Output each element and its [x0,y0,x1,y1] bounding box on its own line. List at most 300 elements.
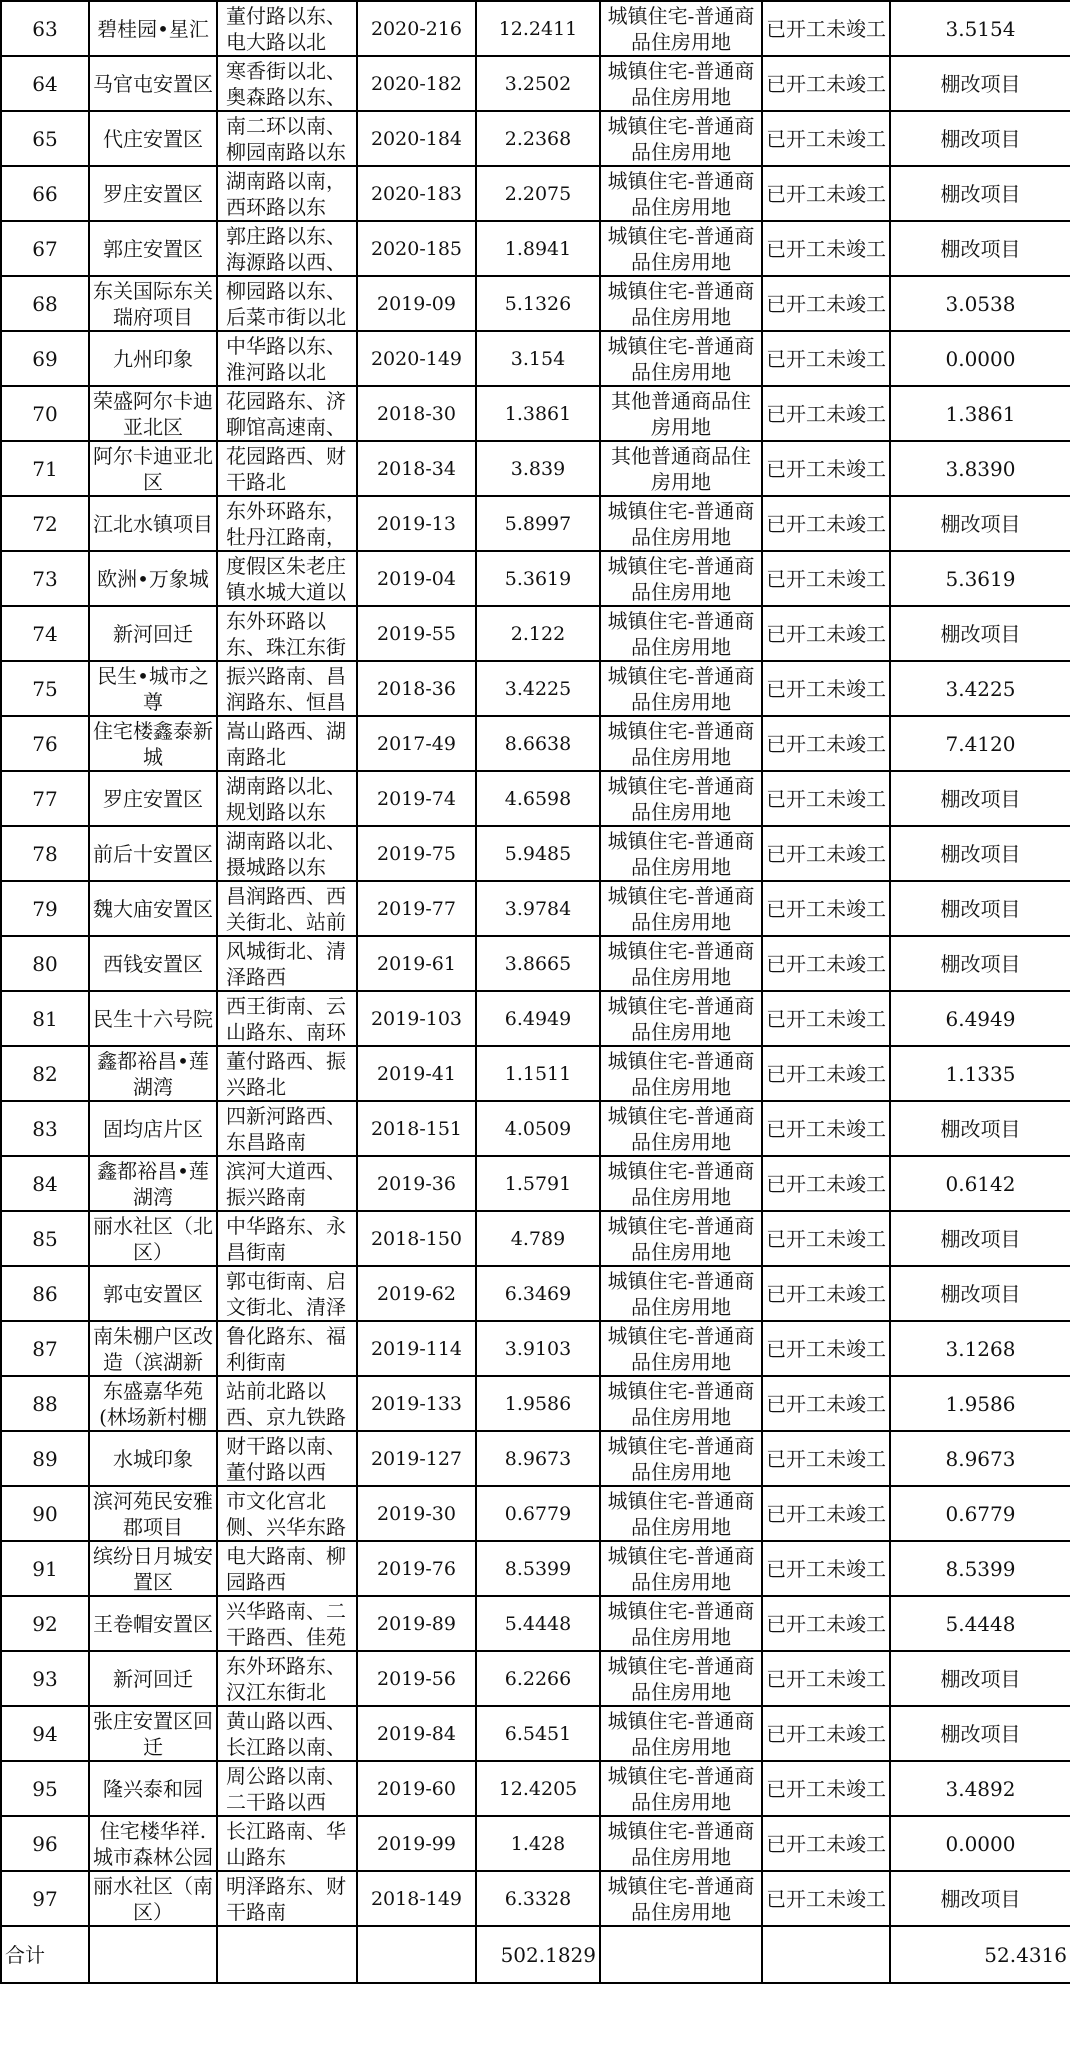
location-text: 东外环路以东、珠江东街 [226,608,346,659]
cell-land-use [600,826,762,881]
cell-location [217,551,357,606]
remark-text: 棚改项目 [940,236,1021,261]
cell-parcel-code [357,1706,476,1761]
cell-parcel-code [357,441,476,496]
remark-text: 0.6142 [945,1171,1016,1196]
cell-area-value [476,1046,600,1101]
total-remark: 52.4316 [890,1926,1070,1983]
cell-construction-status [762,386,890,441]
table-row [1,991,1070,1046]
cell-remark [890,1046,1070,1101]
cell-land-use [600,496,762,551]
cell-construction-status [762,276,890,331]
land-use-text: 城镇住宅-普通商品住房用地 [607,1433,755,1484]
cell-remark [890,1706,1070,1761]
parcel-code-text: 2018-30 [377,402,456,425]
cell-row-number [1,1651,89,1706]
construction-status-text: 已开工未竣工 [766,1886,886,1911]
area-value-text: 3.8665 [504,952,572,975]
project-name-text: 新河回迁 [113,1666,193,1691]
table-row [1,881,1070,936]
location-text: 寒香街以北、奥森路以东、 [226,58,346,109]
cell-parcel-code [357,661,476,716]
cell-project-name [89,1046,217,1101]
area-value-text: 6.3469 [504,1282,572,1305]
cell-construction-status [762,1761,890,1816]
construction-status-text: 已开工未竣工 [766,1281,886,1306]
parcel-code-text: 2019-09 [377,292,456,315]
cell-area-value [476,1486,600,1541]
cell-remark [890,276,1070,331]
location-text: 电大路南、柳园路西 [226,1543,346,1594]
project-name-text: 九州印象 [113,346,193,371]
cell-row-number [1,1156,89,1211]
cell-area-value [476,56,600,111]
construction-status-text: 已开工未竣工 [766,401,886,426]
cell-land-use [600,111,762,166]
area-value-text: 3.4225 [504,677,572,700]
project-name-text: 水城印象 [113,1446,193,1471]
cell-remark [890,331,1070,386]
cell-construction-status [762,221,890,276]
land-use-text: 其他普通商品住房用地 [611,443,751,494]
cell-area-value [476,881,600,936]
cell-land-use [600,936,762,991]
project-name-text: 碧桂园•星汇 [97,16,209,41]
row-number-text: 76 [32,731,58,756]
cell-project-name [89,1706,217,1761]
cell-row-number [1,1266,89,1321]
construction-status-text: 已开工未竣工 [766,1226,886,1251]
cell-remark [890,991,1070,1046]
remark-text: 棚改项目 [940,1666,1021,1691]
row-number-text: 83 [32,1116,58,1141]
land-use-text: 城镇住宅-普通商品住房用地 [607,1323,755,1374]
project-name-text: 缤纷日月城安置区 [93,1543,213,1594]
land-use-text: 城镇住宅-普通商品住房用地 [607,553,755,604]
cell-land-use [600,991,762,1046]
row-number-text: 88 [32,1391,58,1416]
cell-project-name [89,661,217,716]
remark-text: 6.4949 [945,1006,1016,1031]
cell-remark [890,56,1070,111]
cell-project-name [89,386,217,441]
cell-location [217,1761,357,1816]
parcel-code-text: 2019-60 [377,1777,456,1800]
cell-project-name [89,111,217,166]
cell-parcel-code [357,386,476,441]
row-number-text: 75 [32,676,58,701]
cell-area-value [476,1101,600,1156]
cell-location [217,111,357,166]
row-number-text: 69 [32,346,58,371]
row-number-text: 73 [32,566,58,591]
construction-status-text: 已开工未竣工 [766,1556,886,1581]
cell-area-value [476,1,600,56]
cell-row-number [1,276,89,331]
area-value-text: 3.9103 [504,1337,572,1360]
construction-status-text: 已开工未竣工 [766,621,886,646]
cell-project-name [89,1211,217,1266]
cell-location [217,1486,357,1541]
location-text: 湖南路以北、摄城路以东 [226,828,346,879]
area-value-text: 2.2368 [504,127,572,150]
table-row [1,1156,1070,1211]
area-value-text: 5.1326 [504,292,572,315]
cell-area-value [476,1321,600,1376]
cell-area-value [476,771,600,826]
land-use-text: 城镇住宅-普通商品住房用地 [607,498,755,549]
table-row [1,826,1070,881]
cell-construction-status [762,1651,890,1706]
cell-project-name [89,1596,217,1651]
parcel-code-text: 2020-184 [370,127,463,150]
cell-land-use [600,1321,762,1376]
cell-area-value [476,221,600,276]
parcel-code-text: 2019-77 [377,897,456,920]
cell-remark [890,826,1070,881]
parcel-code-text: 2019-61 [377,952,456,975]
row-number-text: 77 [32,786,58,811]
land-use-text: 城镇住宅-普通商品住房用地 [607,1378,755,1429]
row-number-text: 94 [32,1721,58,1746]
row-number-text: 78 [32,841,58,866]
cell-row-number [1,1706,89,1761]
cell-parcel-code [357,496,476,551]
cell-land-use [600,56,762,111]
land-use-text: 城镇住宅-普通商品住房用地 [607,663,755,714]
cell-remark [890,1156,1070,1211]
cell-location [217,1101,357,1156]
construction-status-text: 已开工未竣工 [766,1446,886,1471]
cell-location [217,881,357,936]
parcel-code-text: 2019-127 [370,1447,463,1470]
cell-land-use [600,1156,762,1211]
parcel-code-text: 2019-55 [377,622,456,645]
remark-text: 3.4225 [945,676,1016,701]
cell-area-value [476,276,600,331]
row-number-text: 63 [32,16,58,41]
area-value-text: 1.428 [510,1832,566,1855]
construction-status-text: 已开工未竣工 [766,126,886,151]
cell-remark [890,1431,1070,1486]
construction-status-text: 已开工未竣工 [766,1611,886,1636]
remark-text: 1.9586 [945,1391,1016,1416]
parcel-code-text: 2018-36 [377,677,456,700]
row-number-text: 92 [32,1611,58,1636]
cell-location [217,1211,357,1266]
cell-land-use [600,1596,762,1651]
cell-row-number [1,1376,89,1431]
location-text: 市文化宫北侧、兴华东路 [226,1488,346,1539]
cell-construction-status [762,331,890,386]
cell-remark [890,1266,1070,1321]
cell-row-number [1,1046,89,1101]
cell-location [217,166,357,221]
location-text: 嵩山路西、湖南路北 [226,718,346,769]
remark-text: 棚改项目 [940,1226,1021,1251]
remark-text: 棚改项目 [940,786,1021,811]
cell-location [217,441,357,496]
cell-area-value [476,1596,600,1651]
cell-remark [890,1211,1070,1266]
cell-row-number [1,166,89,221]
cell-row-number [1,1321,89,1376]
cell-parcel-code [357,221,476,276]
construction-status-text: 已开工未竣工 [766,1116,886,1141]
project-name-text: 欧洲•万象城 [97,566,209,591]
land-use-text: 城镇住宅-普通商品住房用地 [607,223,755,274]
project-name-text: 滨河苑民安雅郡项目 [93,1488,213,1539]
land-use-text: 其他普通商品住房用地 [611,388,751,439]
table-row [1,1486,1070,1541]
remark-text: 棚改项目 [940,1281,1021,1306]
construction-status-text: 已开工未竣工 [766,71,886,96]
project-name-text: 罗庄安置区 [103,786,203,811]
location-text: 郭庄路以东、海源路以西、 [226,223,346,274]
cell-construction-status [762,111,890,166]
cell-row-number [1,991,89,1046]
area-value-text: 4.789 [510,1227,566,1250]
parcel-code-text: 2019-30 [377,1502,456,1525]
cell-project-name [89,936,217,991]
area-value-text: 6.4949 [504,1007,572,1030]
cell-row-number [1,826,89,881]
row-number-text: 86 [32,1281,58,1306]
cell-land-use [600,606,762,661]
cell-parcel-code [357,1266,476,1321]
area-value-text: 6.5451 [504,1722,572,1745]
row-number-text: 74 [32,621,58,646]
cell-project-name [89,496,217,551]
table-row [1,1266,1070,1321]
table-row [1,1046,1070,1101]
project-name-text: 荣盛阿尔卡迪亚北区 [93,388,213,439]
cell-construction-status [762,1816,890,1871]
land-use-text: 城镇住宅-普通商品住房用地 [607,1818,755,1869]
empty-cell [762,1926,890,1983]
cell-project-name [89,826,217,881]
remark-text: 1.1335 [945,1061,1016,1086]
land-use-text: 城镇住宅-普通商品住房用地 [607,883,755,934]
cell-construction-status [762,826,890,881]
construction-status-text: 已开工未竣工 [766,346,886,371]
parcel-code-text: 2019-62 [377,1282,456,1305]
parcel-code-text: 2018-150 [370,1227,463,1250]
cell-row-number [1,606,89,661]
area-value-text: 4.0509 [504,1117,572,1140]
land-use-text: 城镇住宅-普通商品住房用地 [607,1708,755,1759]
cell-remark [890,221,1070,276]
row-number-text: 72 [32,511,58,536]
table-row [1,1321,1070,1376]
cell-parcel-code [357,716,476,771]
cell-remark [890,111,1070,166]
location-text: 振兴路南、昌润路东、恒昌 [226,663,346,714]
location-text: 南二环以南、柳园南路以东 [226,113,346,164]
parcel-code-text: 2019-41 [377,1062,456,1085]
cell-parcel-code [357,606,476,661]
remark-text: 3.8390 [945,456,1016,481]
construction-status-text: 已开工未竣工 [766,1006,886,1031]
cell-area-value [476,661,600,716]
cell-project-name [89,1266,217,1321]
row-number-text: 93 [32,1666,58,1691]
cell-row-number [1,551,89,606]
cell-location [217,1156,357,1211]
row-number-text: 67 [32,236,58,261]
parcel-code-text: 2019-76 [377,1557,456,1580]
table-row [1,1651,1070,1706]
cell-parcel-code [357,826,476,881]
area-value-text: 1.9586 [504,1392,572,1415]
cell-project-name [89,1156,217,1211]
construction-status-text: 已开工未竣工 [766,566,886,591]
cell-project-name [89,1816,217,1871]
remark-text: 3.1268 [945,1336,1016,1361]
cell-area-value [476,1156,600,1211]
cell-location [217,936,357,991]
location-text: 鲁化路东、福利街南 [226,1323,346,1374]
parcel-code-text: 2019-56 [377,1667,456,1690]
cell-parcel-code [357,1596,476,1651]
cell-land-use [600,1266,762,1321]
cell-remark [890,1651,1070,1706]
area-value-text: 5.3619 [504,567,572,590]
project-name-text: 南朱棚户区改造（滨湖新 [93,1323,213,1374]
cell-row-number [1,1,89,56]
land-use-text: 城镇住宅-普通商品住房用地 [607,1543,755,1594]
construction-status-text: 已开工未竣工 [766,16,886,41]
cell-parcel-code [357,771,476,826]
remark-text: 棚改项目 [940,621,1021,646]
parcel-code-text: 2019-04 [377,567,456,590]
land-use-text: 城镇住宅-普通商品住房用地 [607,1268,755,1319]
project-name-text: 丽水社区（南区） [93,1873,213,1924]
table-row [1,1211,1070,1266]
cell-construction-status [762,551,890,606]
cell-parcel-code [357,1,476,56]
cell-parcel-code [357,1211,476,1266]
parcel-code-text: 2020-149 [370,347,463,370]
cell-area-value [476,991,600,1046]
cell-area-value [476,386,600,441]
project-name-text: 代庄安置区 [103,126,203,151]
cell-parcel-code [357,1761,476,1816]
cell-land-use [600,166,762,221]
cell-location [217,1596,357,1651]
area-value-text: 8.9673 [504,1447,572,1470]
cell-project-name [89,441,217,496]
empty-cell [89,1926,217,1983]
cell-area-value [476,1651,600,1706]
construction-status-text: 已开工未竣工 [766,1391,886,1416]
cell-land-use [600,716,762,771]
project-name-text: 罗庄安置区 [103,181,203,206]
row-number-text: 81 [32,1006,58,1031]
cell-construction-status [762,56,890,111]
cell-construction-status [762,441,890,496]
cell-location [217,496,357,551]
project-name-text: 住宅楼华祥.城市森林公园 [93,1818,213,1869]
project-name-text: 前后十安置区 [93,841,213,866]
cell-parcel-code [357,1541,476,1596]
remark-text: 棚改项目 [940,71,1021,96]
cell-construction-status [762,1871,890,1926]
row-number-text: 95 [32,1776,58,1801]
table-row [1,1871,1070,1926]
total-row [1,1926,1070,1983]
cell-location [217,1541,357,1596]
cell-land-use [600,1651,762,1706]
cell-location [217,331,357,386]
project-name-text: 民生十六号院 [93,1006,213,1031]
cell-project-name [89,1651,217,1706]
cell-area-value [476,1706,600,1761]
cell-location [217,1266,357,1321]
project-name-text: 马官屯安置区 [93,71,213,96]
cell-parcel-code [357,1486,476,1541]
construction-status-text: 已开工未竣工 [766,1061,886,1086]
cell-land-use [600,1101,762,1156]
project-name-text: 新河回迁 [113,621,193,646]
land-use-text: 城镇住宅-普通商品住房用地 [607,168,755,219]
location-text: 东外环路东、汉江东街北 [226,1653,346,1704]
cell-land-use [600,441,762,496]
cell-land-use [600,1211,762,1266]
cell-row-number [1,111,89,166]
cell-row-number [1,56,89,111]
location-text: 湖南路以南，西环路以东 [226,168,346,219]
construction-status-text: 已开工未竣工 [766,786,886,811]
parcel-code-text: 2020-216 [370,17,463,40]
remark-text: 7.4120 [945,731,1016,756]
table-row [1,56,1070,111]
cell-land-use [600,1,762,56]
cell-construction-status [762,1486,890,1541]
cell-remark [890,1871,1070,1926]
project-name-text: 鑫都裕昌•莲湖湾 [97,1158,209,1209]
cell-remark [890,1,1070,56]
table-row [1,551,1070,606]
area-value-text: 6.3328 [504,1887,572,1910]
area-value-text: 3.839 [510,457,566,480]
cell-parcel-code [357,1651,476,1706]
cell-area-value [476,716,600,771]
remark-text: 5.3619 [945,566,1016,591]
cell-parcel-code [357,1046,476,1101]
land-use-text: 城镇住宅-普通商品住房用地 [607,608,755,659]
cell-land-use [600,221,762,276]
remark-text: 0.6779 [945,1501,1016,1526]
cell-project-name [89,1871,217,1926]
land-use-text: 城镇住宅-普通商品住房用地 [607,1158,755,1209]
cell-construction-status [762,936,890,991]
remark-text: 棚改项目 [940,896,1021,921]
cell-row-number [1,881,89,936]
table-row [1,331,1070,386]
cell-construction-status [762,1706,890,1761]
location-text: 周公路以南、二干路以西 [226,1763,346,1814]
parcel-code-text: 2020-182 [370,72,463,95]
cell-construction-status [762,771,890,826]
location-text: 郭屯街南、启文街北、清泽 [226,1268,346,1319]
project-name-text: 固均店片区 [103,1116,203,1141]
parcel-code-text: 2020-185 [370,237,463,260]
area-value-text: 3.154 [510,347,566,370]
cell-parcel-code [357,331,476,386]
row-number-text: 97 [32,1886,58,1911]
